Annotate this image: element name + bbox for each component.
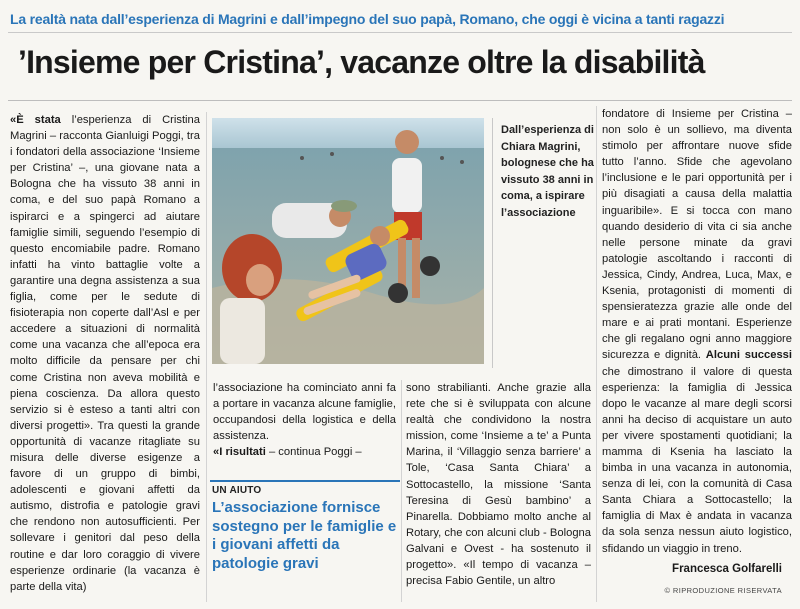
column-divider [206, 112, 207, 602]
article-text-3: sono strabilianti. Anche grazie alla rete che si è sviluppata con alcune realtà che condividono la nostra mission, come ‘Insieme a te’ a Punta Marina, il ‘Villaggio senza barriere’ a Tole, ‘Casa Santa Chiara’ a Sottocastello, la missione ‘Santa Teresina di Gesù bambino’ a Pinarella. Dobbiamo molto anche al Rotary, che con alcuni club - Bologna Galvani e Ovest - ha sostenuto il progetto». «Il tempo di vacanza – precisa Fabio Gentile, un altro [406, 382, 591, 588]
article-text-4: fondatore di Insieme per Cristina – non solo è un sollievo, ma diventa stimolo per affrontare nuove sfide tutto l’anno. Sfide che agevolano l’inclusione e le pari opportunità per i più disagiati a causa della malattia inguaribile». E si tocca con mano quando desiderio di vita ci sia anche nelle persone minate da gravi patologie ascoltando i racconti di Jessica, Cindy, Andrea, Luca, Max, e Ksenia, protagonisti di momenti di spensieratezza grazie alle onde del mare e ai prati montani. Esperienze che gli regalano ogni anno maggiore sicurezza e dignità. [602, 108, 792, 362]
article-lead: «È stata [10, 114, 61, 126]
article-photo [212, 118, 484, 364]
sidebar-label: UN AIUTO [212, 485, 262, 496]
headline: ’Insieme per Cristina’, vacanze oltre la disabilità [18, 44, 705, 80]
kicker-bar [8, 8, 792, 33]
results-lead: «I risultati [213, 446, 266, 459]
copyright-notice: © RIPRODUZIONE RISERVATA [664, 586, 782, 595]
article-text-5: che dimostrano il valore di questa esperienza: la famiglia di Jessica dopo le vacanze al mare degli scorsi anni ha deciso di acquistare un auto per vivere spostamenti quotidiani; la mamma di Ksenia ha lasciato la bimba in una vacanza in autonomia, senza di lei, con la comunità di Casa Santa Chiara a Sottocastello; la famiglia di Max è andata in vacanza da sola senza nessun aiuto logistico, sfidando un viaggio in treno. [602, 365, 792, 555]
column-divider [596, 106, 597, 602]
caption-divider [492, 118, 493, 368]
column-divider [401, 380, 402, 602]
sidebar-title: L’associazione fornisce sostegno per le famiglie e i giovani affetti da patologie gravi [212, 499, 397, 572]
successes-lead: Alcuni successi [705, 349, 792, 362]
article-column-4 [602, 106, 792, 557]
article-column-3 [406, 380, 591, 589]
article-text-1: l’esperienza di Cristina Magrini – racconta Gianluigi Poggi, tra i fondatori della associazione ‘Insieme per Cristina’ –, una giovane nata a Bologna che ha vissuto 38 anni in coma, e del suo papà Romano a ispirarci e a spingerci ad aiutare famiglie simili, seguendo l’esempio di questo encomiabile padre. Romano infatti ha vinto battaglie volte a garantire una degna assistenza a sua figlia, come per le sedute di fisioterapia non coperte dall’Asl e per accedere a situazioni di normalità come una vacanza che all’epoca era molto difficile da pensare per chi come Cristina non aveva mobilità e piena coscienza. Da allora questo servizio si è esteso a tanti altri con diversi progetti». Tra questi la grande opportunità di vacanze ritagliate su misura delle diverse esigenze a favore di un gruppo di bimbi, adolescenti e giovani affetti da autismo, distrofia e patologie gravi che rendono non autosufficienti. Per sollevare i genitori dal peso della routine e dar loro coraggio di vivere esperienze ordinarie (la vacanza è parte della vita) [10, 114, 200, 593]
beach-scene-image [212, 118, 484, 364]
headline-divider [8, 100, 792, 101]
results-tail: – continua Poggi – [265, 446, 362, 459]
article-column-1 [10, 112, 200, 595]
article-text-2: l’associazione ha cominciato anni fa a portare in vacanza alcune famiglie, occupandosi della logistica e della assistenza. [213, 382, 396, 443]
article-column-2 [213, 380, 396, 460]
sidebar-box [210, 480, 400, 602]
author-byline: Francesca Golfarelli [672, 563, 782, 575]
photo-caption: Dall’esperienza di Chiara Magrini, bolognese che ha vissuto 38 anni in coma, a ispirare l’associazione [501, 124, 594, 219]
kicker-text: La realtà nata dall’esperienza di Magrini e dall’impegno del suo papà, Romano, che oggi è vicina a tanti ragazzi [10, 11, 725, 27]
